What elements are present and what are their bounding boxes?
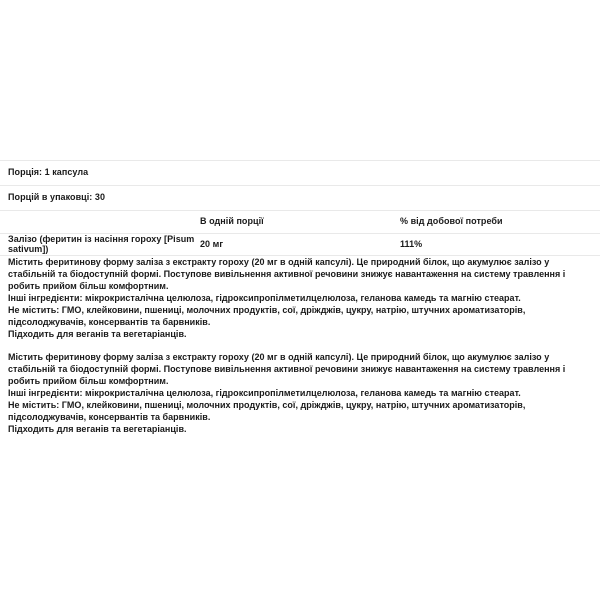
column-header-amount-per-serving: В одній порції (199, 216, 264, 227)
free-from-paragraph: Не містить: ГМО, клейковини, пшениці, молочних продуктів, сої, дріжджів, цукру, натрію, штучних ароматизаторів, підсолоджувачів, консервантів та барвників. (8, 305, 526, 327)
description-paragraph: Містить феритинову форму заліза з екстракту гороху (20 мг в одній капсулі). Це природний білок, що акумулює залізо у стабільній та біодоступній формі. Поступове вивільнення активної речовини знижує навантаження на систему травлення і робить прийом більш комфортним. (8, 257, 566, 291)
nutrient-amount: 20 мг (199, 238, 224, 249)
table-row (0, 234, 600, 256)
servings-per-container-label: Порцій в упаковці: 30 (8, 192, 106, 203)
serving-size-label: Порція: 1 капсула (8, 167, 89, 178)
description-block (8, 351, 590, 435)
column-header-name (0, 211, 200, 234)
vegan-suitability-paragraph: Підходить для веганів та вегетаріанців. (8, 329, 187, 339)
nutrient-name: Залізо (феритин із насіння гороху [Pisum sativum]) (8, 233, 195, 254)
vegan-suitability-paragraph: Підходить для веганів та вегетаріанців. (8, 424, 187, 434)
description-block (8, 256, 590, 340)
table-row-serving-size (0, 161, 600, 186)
table-header-row (0, 211, 600, 234)
description-paragraph: Містить феритинову форму заліза з екстракту гороху (20 мг в одній капсулі). Це природний білок, що акумулює залізо у стабільній та біодоступній формі. Поступове вивільнення активної речовини знижує навантаження на систему травлення і робить прийом більш комфортним. (8, 352, 566, 386)
other-ingredients-paragraph: Інші інгредієнти: мікрокристалічна целюлоза, гідроксипропілметилцелюлоза, геланова камедь та магнію стеарат. (8, 293, 521, 303)
nutrient-daily-value: 111% (399, 238, 423, 249)
table-row-servings-per-container (0, 186, 600, 211)
supplement-facts-table (0, 160, 600, 256)
other-ingredients-paragraph: Інші інгредієнти: мікрокристалічна целюлоза, гідроксипропілметилцелюлоза, геланова камедь та магнію стеарат. (8, 388, 521, 398)
free-from-paragraph: Не містить: ГМО, клейковини, пшениці, молочних продуктів, сої, дріжджів, цукру, натрію, штучних ароматизаторів, підсолоджувачів, консервантів та барвників. (8, 400, 526, 422)
column-header-percent-daily-value: % від добової потреби (399, 216, 503, 227)
